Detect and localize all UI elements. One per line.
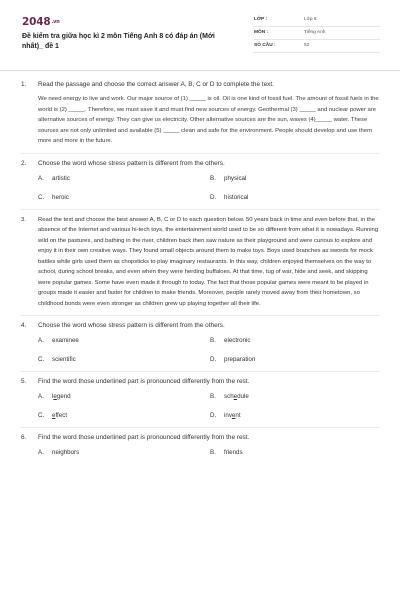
logo-suffix: .vn xyxy=(51,19,60,25)
answer-option-b[interactable] xyxy=(210,174,382,184)
answer-option-c[interactable] xyxy=(38,193,210,203)
answer-option-c[interactable] xyxy=(38,411,210,421)
option-letter: B. xyxy=(210,449,216,456)
answer-option-b[interactable] xyxy=(210,336,382,346)
header-divider xyxy=(0,70,400,71)
answer-options xyxy=(38,392,380,421)
answer-option-a[interactable] xyxy=(38,392,210,402)
option-letter: A. xyxy=(38,337,44,344)
question-1 xyxy=(20,80,380,154)
option-letter: A. xyxy=(38,449,44,456)
logo-text: 2048 xyxy=(22,16,51,28)
option-letter: A. xyxy=(38,393,44,400)
answer-option-b[interactable] xyxy=(210,448,382,458)
option-letter: A. xyxy=(38,174,44,182)
option-underlined: e xyxy=(233,393,238,400)
meta-key: SỐ CÂU : xyxy=(254,43,276,48)
question-prompt xyxy=(20,433,380,442)
question-passage: We need energy to live and work. Our major source of (1) _____ is oil. Oil is one kind of fossil fuel. The amount of fossil fuels in the world is (2) _____. Therefore, we must save it and must find new sources of energy. Geothermal (3) _____ and nuclear power are alternative sources of energy. They can give us electricity. Other alternative sources are the sun, waves (4)_____ water. These sources are not only unlimited and available (5) _____ clean and safe for the environment. People should develop and use them more and more in the future. xyxy=(38,96,379,144)
option-text: historical xyxy=(224,193,249,201)
option-text: heroic xyxy=(52,193,69,201)
option-text: preparation xyxy=(224,356,256,363)
question-5 xyxy=(20,377,380,428)
question-text: Read the text and choose the best answer A, B, C or D to each question below. xyxy=(38,216,245,223)
question-text: Choose the word whose stress pattern is different from the others. xyxy=(38,322,225,329)
question-prompt xyxy=(20,159,380,168)
document-meta xyxy=(254,14,380,53)
option-text-end: nt xyxy=(235,412,241,419)
option-letter: C. xyxy=(38,356,45,363)
question-text: Find the word those underlined part is pronounced differently from the rest. xyxy=(38,378,250,385)
option-text-end: ffect xyxy=(55,412,68,419)
meta-value: Tiếng Anh xyxy=(304,30,326,35)
option-text-start: sch xyxy=(224,393,234,400)
question-4 xyxy=(20,321,380,372)
answer-option-b[interactable] xyxy=(210,392,382,402)
option-letter: D. xyxy=(210,356,217,363)
option-text: friends xyxy=(224,449,243,456)
question-number: 4. xyxy=(21,322,27,329)
meta-value: 52 xyxy=(304,43,310,48)
question-2 xyxy=(20,159,380,210)
question-list xyxy=(20,80,380,469)
question-6 xyxy=(20,433,380,464)
answer-option-a[interactable] xyxy=(38,174,210,184)
question-text: Read the passage and choose the correct answer A, B, C or D to complete the text. xyxy=(38,81,274,88)
option-text: neighbors xyxy=(52,449,80,456)
answer-options xyxy=(38,336,380,365)
question-number: 1. xyxy=(21,81,27,88)
option-letter: B. xyxy=(210,393,216,400)
meta-row-subject xyxy=(254,27,380,40)
option-letter: B. xyxy=(210,174,216,182)
question-text: Choose the word whose stress pattern is different from the others. xyxy=(38,159,225,167)
question-prompt xyxy=(20,321,380,330)
option-letter: B. xyxy=(210,337,216,344)
answer-option-d[interactable] xyxy=(210,355,382,365)
option-text: physical xyxy=(224,174,247,182)
question-number: 2. xyxy=(21,159,27,167)
answer-option-c[interactable] xyxy=(38,355,210,365)
question-number: 3. xyxy=(21,216,26,223)
meta-row-class xyxy=(254,14,380,27)
answer-option-d[interactable] xyxy=(210,411,382,421)
meta-key: MÔN : xyxy=(254,30,269,35)
option-underlined: e xyxy=(52,412,56,419)
answer-option-a[interactable] xyxy=(38,448,210,458)
question-prompt xyxy=(20,377,380,386)
site-logo[interactable] xyxy=(22,16,60,28)
option-text: electronic xyxy=(224,337,251,344)
question-passage: 50 years back in time and even before that, in the absence of the Internet and various hi-tech toys, the entertainment world used to be so different from what it is nowadays. Running wild on the pastures, and bathing in the river, children back then saw nature as their playground and were curious to explore and enjoy it in their own creative ways. They found small objects around them to make toys. Boys used branches as swords for mock battles while girls used them as chopsticks to play imaginary restaurants. In this way, children enjoyed themselves on the way to school, during school breaks, and even when they were herding buffaloes. At that time, tug of war, hide and seek, and skipping were popular games. Some have even made it through to today. The fact that those popular games were meant to be played in groups made it easier and faster for children to make friends. Moreover, people rarely moved away from their hometown, so childhood bonds were even stronger as children grew up playing together all their life. xyxy=(38,216,379,307)
answer-option-d[interactable] xyxy=(210,193,382,203)
option-letter: D. xyxy=(210,412,217,419)
option-text-end: dule xyxy=(237,393,249,400)
option-text-start: inv xyxy=(224,412,232,419)
option-text: scientific xyxy=(52,356,76,363)
option-underlined: e xyxy=(53,393,57,400)
document-title: Đề kiểm tra giữa học kì 2 môn Tiếng Anh 8 có đáp án (Mới nhất)_ đề 1 xyxy=(22,33,215,50)
option-text-start: l xyxy=(52,393,54,400)
option-letter: C. xyxy=(38,193,45,201)
answer-options xyxy=(38,448,380,458)
option-letter: C. xyxy=(38,412,45,419)
question-number: 5. xyxy=(21,378,27,385)
meta-value: Lớp 8 xyxy=(304,17,317,22)
question-text: Find the word those underlined part is pronounced differently from the rest. xyxy=(38,434,250,441)
meta-key: LỚP : xyxy=(254,17,268,22)
option-text-end: gend xyxy=(56,393,71,400)
answer-options xyxy=(38,174,380,203)
option-text: artistic xyxy=(52,174,70,182)
answer-option-a[interactable] xyxy=(38,336,210,346)
question-prompt xyxy=(20,215,380,310)
document-header xyxy=(20,14,380,66)
meta-row-count xyxy=(254,40,380,53)
question-number: 6. xyxy=(21,434,27,441)
option-letter: D. xyxy=(210,193,217,201)
question-prompt xyxy=(20,80,380,89)
option-text: examinee xyxy=(52,337,79,344)
option-underlined: e xyxy=(231,412,236,419)
question-3 xyxy=(20,215,380,317)
